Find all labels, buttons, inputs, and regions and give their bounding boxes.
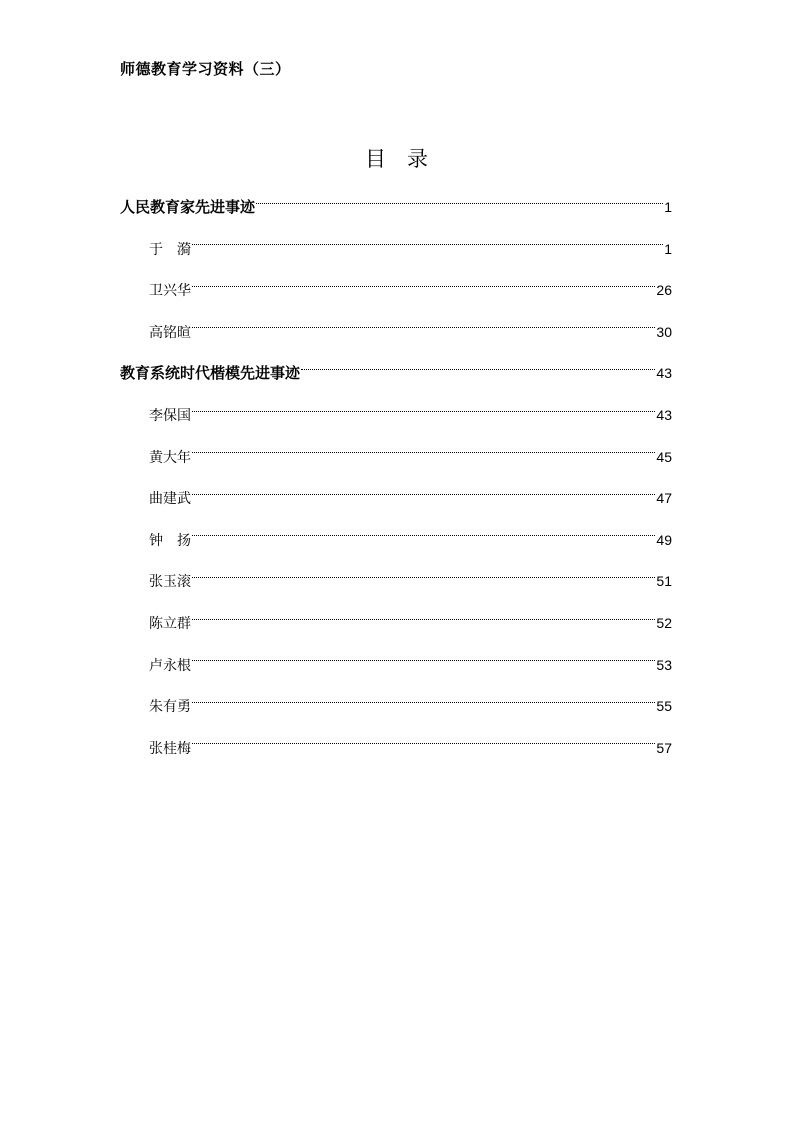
toc-entry-label: 李保国 — [149, 408, 191, 424]
toc-page-number: 49 — [656, 531, 672, 548]
toc-title: 目 录 — [365, 147, 428, 171]
toc-entry[interactable] — [149, 321, 672, 343]
toc-page-number: 30 — [656, 323, 672, 340]
toc-entry-label: 朱有勇 — [149, 699, 191, 716]
toc-dot-leader — [192, 452, 655, 453]
toc-dot-leader — [192, 535, 655, 536]
toc-entry-label: 教育系统时代楷模先进事迹 — [120, 364, 301, 383]
toc-entry-label: 钟 扬 — [149, 532, 191, 549]
toc-page-number: 55 — [656, 698, 672, 715]
toc-section-entry[interactable] — [120, 362, 672, 384]
toc-dot-leader — [192, 743, 655, 744]
toc-entry[interactable] — [149, 238, 672, 260]
toc-page-number: 1 — [664, 199, 672, 215]
toc-entry[interactable] — [149, 695, 672, 717]
toc-page-number: 51 — [656, 573, 672, 590]
toc-entry[interactable] — [149, 404, 672, 426]
toc-entry[interactable] — [149, 737, 672, 759]
toc-page-number: 57 — [656, 739, 672, 756]
toc-dot-leader — [192, 494, 655, 495]
toc-page-number: 45 — [656, 448, 672, 465]
toc-dot-leader — [192, 244, 663, 245]
document-header: 师德教育学习资料（三） — [120, 60, 291, 78]
toc-entry-label: 黄大年 — [149, 449, 191, 466]
toc-entry[interactable] — [149, 279, 672, 301]
toc-entry-label: 张玉滚 — [149, 574, 191, 591]
toc-entry-label: 卢永根 — [149, 657, 191, 674]
toc-page-number: 53 — [656, 656, 672, 673]
toc-page-number: 26 — [656, 282, 672, 299]
toc-entry-label: 张桂梅 — [149, 740, 191, 757]
toc-dot-leader — [301, 369, 655, 370]
toc-entry[interactable] — [149, 612, 672, 634]
toc-page-number: 1 — [664, 240, 672, 257]
toc-page-number: 43 — [656, 407, 672, 423]
toc-dot-leader — [192, 411, 655, 412]
toc-entry[interactable] — [149, 654, 672, 676]
toc-entry[interactable] — [149, 529, 672, 551]
toc-entry-label: 于 漪 — [149, 241, 191, 258]
toc-dot-leader — [192, 286, 655, 287]
toc-entry[interactable] — [149, 487, 672, 509]
toc-page-number: 47 — [656, 490, 672, 507]
toc-entry-label: 高铭暄 — [149, 324, 191, 341]
toc-dot-leader — [192, 660, 655, 661]
toc-section-entry[interactable] — [120, 196, 672, 218]
toc-entry-label: 卫兴华 — [149, 283, 191, 300]
toc-page-number: 43 — [656, 365, 672, 382]
toc-entry-label: 人民教育家先进事迹 — [120, 198, 256, 216]
toc-dot-leader — [192, 577, 655, 578]
toc-dot-leader — [192, 619, 655, 620]
toc-entry[interactable] — [149, 446, 672, 468]
toc-entry[interactable] — [149, 570, 672, 592]
toc-entry-label: 陈立群 — [149, 616, 191, 632]
toc-dot-leader — [256, 203, 663, 204]
toc-entry-label: 曲建武 — [149, 491, 191, 508]
toc-dot-leader — [192, 327, 655, 328]
toc-page-number: 52 — [656, 615, 672, 631]
toc-dot-leader — [192, 702, 655, 703]
